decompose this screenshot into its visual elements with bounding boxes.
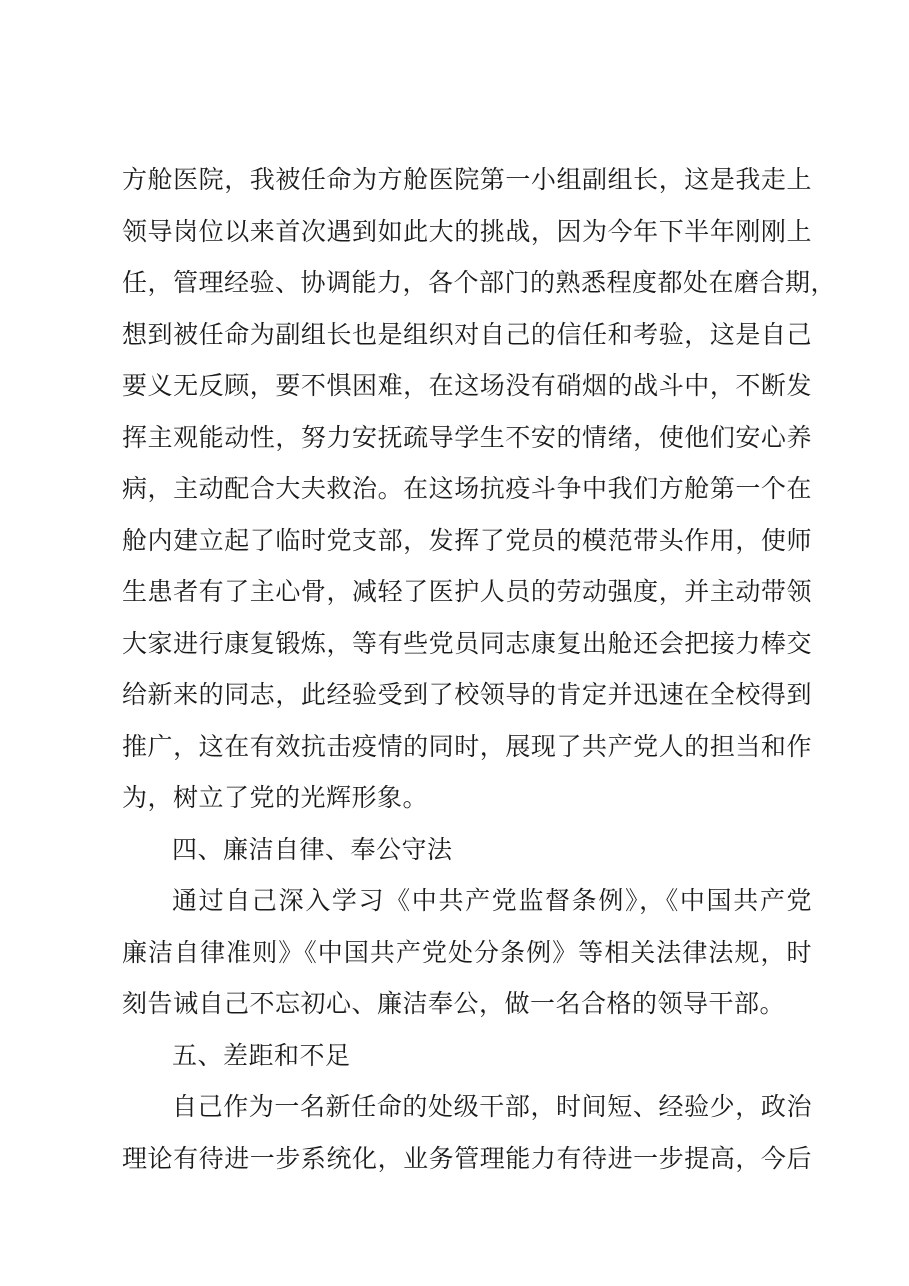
text-line: 领导岗位以来首次遇到如此大的挑战，因为今年下半年刚刚上 <box>122 216 812 246</box>
paragraph-first-line: 自己作为一名新任命的处级干部，时间短、经验少，政治 <box>172 1092 812 1121</box>
text-line: 病，主动配合大夫救治。在这场抗疫斗争中我们方舱第一个在 <box>122 474 812 503</box>
text-line: 任，管理经验、协调能力，各个部门的熟悉程度都处在磨合期， <box>122 268 837 297</box>
text-line: 大家进行康复锻炼，等有些党员同志康复出舱还会把接力棒交 <box>122 628 812 658</box>
text-line: 推广，这在有效抗击疫情的同时，展现了共产党人的担当和作 <box>122 731 812 761</box>
text-line: 方舱医院，我被任命为方舱医院第一小组副组长，这是我走上 <box>122 165 812 194</box>
paragraph-last-line: 刻告诫自己不忘初心、廉洁奉公，做一名合格的领导干部。 <box>122 989 786 1018</box>
text-line: 想到被任命为副组长也是组织对自己的信任和考验，这是自己 <box>122 319 812 349</box>
text-line: 挥主观能动性，努力安抚疏导学生不安的情绪，使他们安心养 <box>122 422 812 452</box>
text-line: 舱内建立起了临时党支部，发挥了党员的模范带头作用，使师 <box>122 525 812 555</box>
text-line: 理论有待进一步系统化，业务管理能力有待进一步提高，今后 <box>122 1143 812 1173</box>
document-body <box>122 154 837 1184</box>
text-line: 生患者有了主心骨，减轻了医护人员的劳动强度，并主动带领 <box>122 577 812 606</box>
text-line: 要义无反顾，要不惧困难，在这场没有硝烟的战斗中，不断发 <box>122 371 812 400</box>
paragraph-first-line: 通过自己深入学习《中共产党监督条例》，《中国共产党 <box>172 886 812 915</box>
paragraph-last-line: 为，树立了党的光辉形象。 <box>122 783 429 812</box>
section-heading: 五、差距和不足 <box>172 1040 351 1070</box>
section-heading: 四、廉洁自律、奉公守法 <box>172 834 453 864</box>
text-line: 给新来的同志，此经验受到了校领导的肯定并迅速在全校得到 <box>122 680 812 709</box>
text-line: 廉洁自律准则》《中国共产党处分条例》等相关法律法规，时 <box>122 937 812 967</box>
